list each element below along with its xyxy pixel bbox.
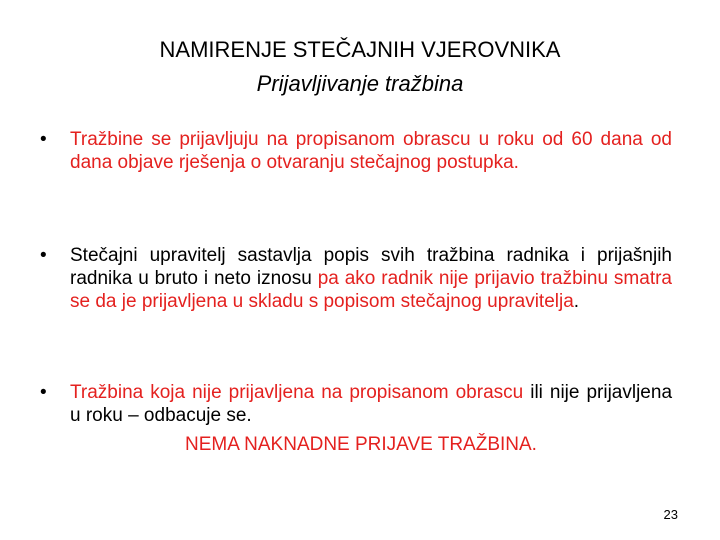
bullet-dot-icon: •: [40, 382, 47, 403]
bullet-text-segment: Tražbine se prijavljuju na propisanom obrascu u roku od 60 dana od dana objave rješenja o otvaranju stečajnog postupka.: [70, 129, 672, 173]
slide-title: [0, 33, 720, 101]
bullet-item: [40, 381, 672, 427]
bullet-dot-icon: •: [40, 245, 47, 266]
bullet-text-segment: Tražbina koja nije prijavljena na propisanom obrascu: [70, 382, 531, 403]
bullet-text-segment: Stečajni upravitelj sastavlja popis svih tražbina radnika i prijašnjih radnika u bruto i neto iznosu: [70, 245, 672, 289]
bullet-text-segment: pa ako radnik nije prijavio tražbinu smatra se da je prijavljena u skladu s popisom stečajnog upravitelja: [70, 268, 672, 312]
title-subtitle: Prijavljivanje tražbina: [256, 71, 464, 96]
page-number: 23: [663, 507, 678, 522]
bullet-item: [40, 128, 672, 174]
bullet-dot-icon: •: [40, 129, 47, 150]
bullet-text-segment: .: [573, 291, 580, 312]
bullet-item: [40, 244, 672, 313]
title-main: NAMIRENJE STEČAJNIH VJEROVNIKA: [159, 37, 561, 62]
emphasis-line: NEMA NAKNADNE PRIJAVE TRAŽBINA.: [185, 434, 537, 455]
bullet-text: [70, 244, 672, 313]
bullet-text: [70, 128, 672, 174]
bullet-text-segment: ili nije prijavljena u roku – odbacuje se.: [70, 382, 673, 426]
bullet-text: [70, 381, 672, 427]
